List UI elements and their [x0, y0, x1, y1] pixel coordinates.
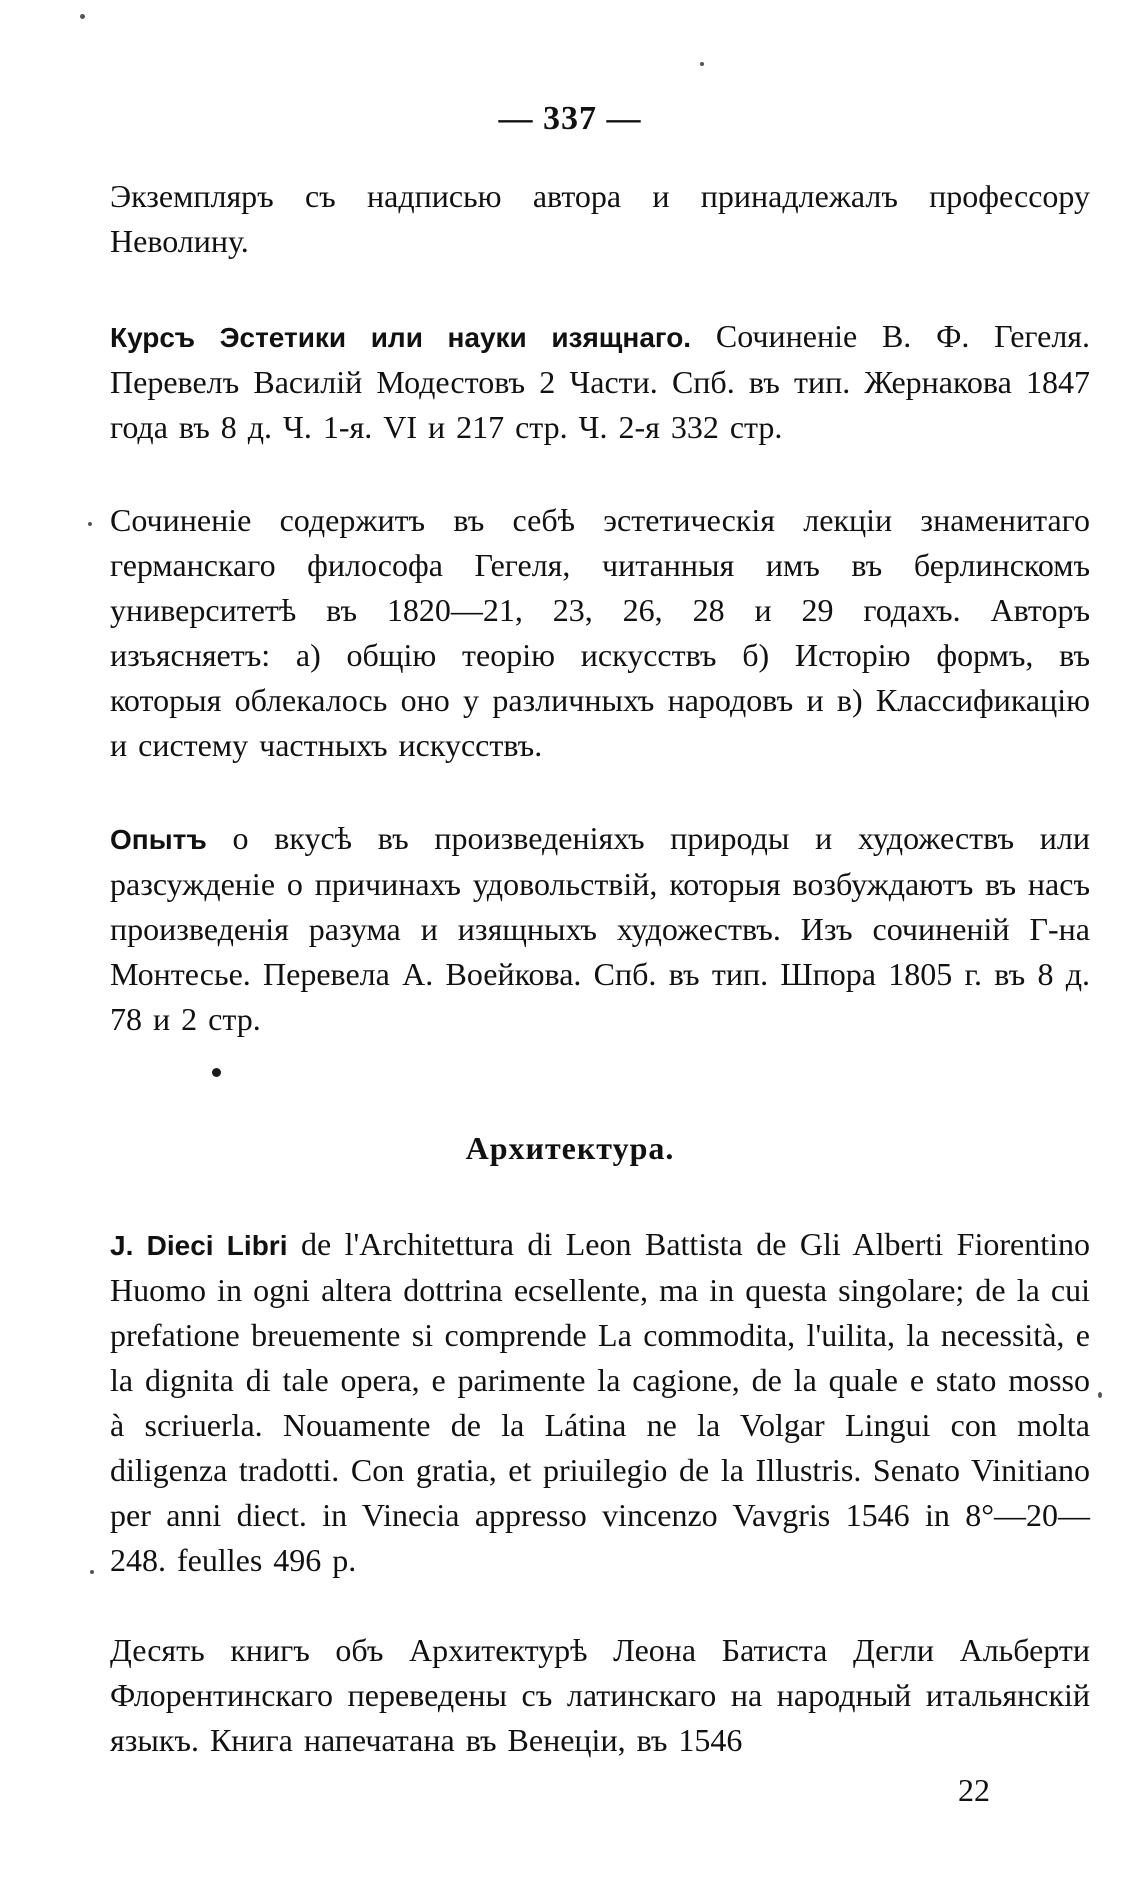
paragraph-text: Десять книгъ объ Архитектурѣ Леона Батиста Дегли Альберти Флорентинскаго переведены съ латинскаго на народный итальянскій языкъ. Книга напечатана въ Венеціи, въ 1546: [110, 1632, 1090, 1758]
entry-alberti-russian: [110, 1628, 1090, 1763]
entry-title: J. Dieci Libri: [110, 1230, 288, 1261]
ink-speck: [88, 522, 92, 526]
entry-title: Курсъ Эстетики или науки изящнаго.: [110, 322, 692, 353]
entry-title: Опытъ: [110, 824, 207, 855]
entry-alberti-italian: [110, 1222, 1090, 1583]
entry-text: о вкусѣ въ произведеніяхъ природы и художествъ или разсужденіе о причинахъ удовольствій, которыя возбуждаютъ въ насъ произведенія разума и изящныхъ художествъ. Изъ сочиненій Г-на Монтесье. Перевела А. Воейкова. Спб. въ тип. Шпора 1805 г. въ 8 д. 78 и 2 стр.: [110, 820, 1090, 1037]
signature-mark: 22: [958, 1772, 990, 1808]
entry-hegel-description: [110, 498, 1090, 768]
entry-text: de l'Architettura di Leon Battista de Gli Alberti Fiorentino Huomo in ogni altera dottrina ecsellente, ma in questa singolare; de la cui prefatione breuemente si comprende La commodita, l'uilita, la necessità, e la dignita di tale opera, e parimente la cagione, de la quale e stato mosso à scriuerla. Nouamente de la Látina ne la Volgar Lingui con molta diligenza tradotti. Con gratia, et priuilegio de la Illustris. Senato Vinitiano per anni diect. in Vinecia appresso vincenzo Vavgris 1546 in 8°—20—248. feulles 496 p.: [110, 1226, 1090, 1578]
entry-hegel-aesthetics: [110, 314, 1090, 450]
paragraph-text: Экземпляръ съ надписью автора и принадлежалъ профессору Неволину.: [110, 178, 1090, 259]
ink-speck: [700, 62, 704, 66]
page-number: — 337 —: [498, 100, 642, 137]
ink-speck: [90, 1570, 94, 1574]
entry-text: Сочиненіе В. Ф. Гегеля. Перевелъ Василій Модестовъ 2 Части. Спб. въ тип. Жернакова 1847 года въ 8 д. Ч. 1-я. VI и 217 стр. Ч. 2-я 332 стр.: [110, 318, 1090, 445]
ink-speck: [80, 14, 85, 19]
entry-montesquieu: [110, 816, 1090, 1042]
ink-dot: [212, 1068, 221, 1077]
section-heading: Архитектура.: [465, 1130, 675, 1166]
paragraph-note: [110, 174, 1090, 264]
ink-speck: [1098, 1392, 1102, 1398]
paragraph-text: Сочиненіе содержитъ въ себѣ эстетическія лекціи знаменитаго германскаго философа Гегеля, читанныя имъ въ берлинскомъ университетѣ въ 1820—21, 23, 26, 28 и 29 годахъ. Авторъ изъясняетъ: а) общію теорію искусствъ б) Исторію формъ, въ которыя облекалось оно у различныхъ народовъ и в) Классификацію и систему частныхъ искусствъ.: [110, 502, 1090, 763]
